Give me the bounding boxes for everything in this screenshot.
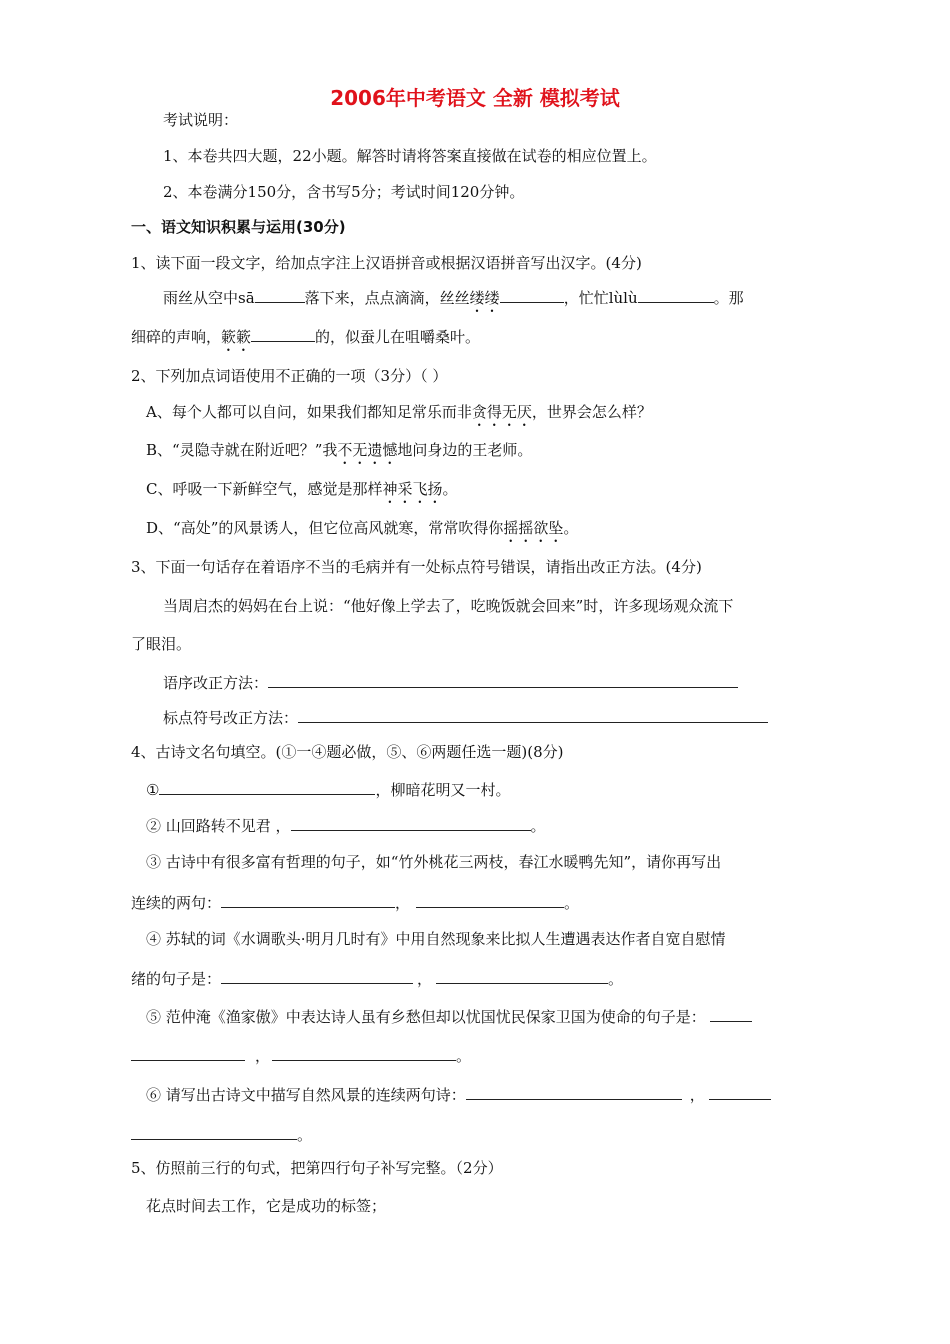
poem-text: 。 (564, 894, 580, 912)
order-correction-label: 语序改正方法： (163, 674, 269, 692)
answer-blank[interactable] (710, 1006, 752, 1022)
item-number: ① (146, 781, 160, 799)
poem-text: ， (255, 1047, 271, 1065)
answer-blank[interactable] (436, 968, 608, 984)
poem-text: 。 (530, 817, 546, 835)
poem-item-3-answer (131, 892, 579, 913)
option-c (146, 479, 458, 507)
dotted-phrase: 贪得无厌 (471, 403, 532, 421)
poem-item-4-answer (131, 968, 623, 989)
poem-text: ，柳暗花明又一村。 (375, 781, 511, 799)
option-text: D、“高处”的风景诱人，但它位高风就寒，常常吹得你 (146, 519, 504, 537)
order-correction-blank[interactable] (268, 672, 738, 688)
poem-text: ， (417, 970, 433, 988)
instruction-item: 1、本卷共四大题，22小题。解答时请将答案直接做在试卷的相应位置上。 (163, 147, 657, 165)
poem-item-1 (146, 779, 510, 800)
poem-item-5 (146, 1006, 752, 1027)
poem-text: 。 (456, 1047, 472, 1065)
instruction-item: 2、本卷满分150分，含书写5分；考试时间120分钟。 (163, 183, 525, 201)
option-text: C、呼吸一下新鲜空气，感觉是那样 (146, 480, 383, 498)
q3-sentence: 当周启杰的妈妈在台上说：“他好像上学去了，吃晚饭就会回来”时，许多现场观众流下 (163, 597, 734, 615)
answer-blank[interactable] (638, 287, 714, 303)
answer-blank[interactable] (272, 1045, 456, 1061)
dotted-phrase: 神采飞扬 (382, 480, 443, 498)
dotted-phrase: 摇摇欲坠 (503, 519, 564, 537)
question-1-line-1 (163, 287, 744, 316)
exam-title: 2006年中考语文 全新 模拟考试 (330, 86, 620, 110)
option-text: 。 (563, 519, 579, 537)
q1-pinyin: sā (238, 289, 255, 307)
poem-item-5-answer (131, 1045, 471, 1066)
poem-text: 绪的句子是： (131, 970, 222, 988)
answer-blank[interactable] (131, 1045, 245, 1061)
punct-correction-label: 标点符号改正方法： (163, 709, 299, 727)
poem-item-4: ④ 苏轼的词《水调歌头·明月几时有》中用自然现象来比拟人生遭遇表达作者自宽自慰情 (146, 930, 726, 948)
question-1-stem: 1、读下面一段文字，给加点字注上汉语拼音或根据汉语拼音写出汉字。(4分) (131, 254, 642, 272)
question-5-stem: 5、仿照前三行的句式，把第四行句子补写完整。（2分） (131, 1159, 503, 1177)
dotted-phrase: 不无遗憾 (337, 441, 398, 459)
poem-item-3: ③ 古诗中有很多富有哲理的句子，如“竹外桃花三两枝，春江水暖鸭先知”，请你再写出 (146, 853, 722, 871)
instructions-heading: 考试说明： (163, 111, 239, 129)
option-text: 。 (442, 480, 458, 498)
answer-blank[interactable] (709, 1084, 771, 1100)
q1-pinyin: lùlù (608, 289, 638, 307)
option-a (146, 402, 652, 430)
answer-blank[interactable] (221, 892, 395, 908)
q1-text: 。那 (713, 289, 744, 307)
q1-text: 雨丝从空中 (163, 289, 239, 307)
option-text: A、每个人都可以自问，如果我们都知足常乐而非 (146, 403, 472, 421)
question-3-stem: 3、下面一句话存在着语序不当的毛病并有一处标点符号错误，请指出改正方法。(4分) (131, 558, 702, 576)
option-text: ，世界会怎么样？ (531, 403, 652, 421)
dotted-chars: 簌簌 (221, 328, 252, 346)
option-b (146, 440, 532, 468)
dotted-chars: 缕缕 (469, 289, 500, 307)
answer-blank[interactable] (221, 968, 413, 984)
punct-correction-blank[interactable] (298, 707, 768, 723)
poem-item-6 (146, 1084, 771, 1105)
punct-correction-row (163, 707, 768, 728)
answer-blank[interactable] (291, 815, 531, 831)
option-d (146, 518, 578, 546)
poem-text: ， (689, 1086, 705, 1104)
answer-blank[interactable] (466, 1084, 682, 1100)
poem-text: 。 (608, 970, 624, 988)
answer-blank[interactable] (131, 1124, 297, 1140)
question-1-line-2 (131, 326, 480, 355)
answer-blank[interactable] (255, 287, 305, 303)
answer-blank[interactable] (251, 326, 315, 342)
q1-text: 细碎的声响， (131, 328, 222, 346)
poem-text: ， (395, 894, 411, 912)
question-2-stem: 2、下列加点词语使用不正确的一项（3分）（ ） (131, 367, 448, 385)
q1-text: ，忙忙 (563, 289, 609, 307)
poem-text: ② 山回路转不见君 ， (146, 817, 291, 835)
answer-blank[interactable] (159, 779, 375, 795)
section-heading: 一、语文知识积累与运用(30分) (131, 218, 346, 236)
question-4-stem: 4、古诗文名句填空。(①一④题必做，⑤、⑥两题任选一题)(8分) (131, 743, 564, 761)
option-text: B、“灵隐寺就在附近吧？”我 (146, 441, 338, 459)
answer-blank[interactable] (416, 892, 564, 908)
answer-blank[interactable] (500, 287, 564, 303)
poem-text: ⑤ 范仲淹《渔家傲》中表达诗人虽有乡愁但却以忧国忧民保家卫国为使命的句子是： (146, 1008, 706, 1026)
q5-line: 花点时间去工作，它是成功的标签； (146, 1197, 387, 1215)
q3-sentence: 了眼泪。 (131, 635, 192, 653)
poem-text: ⑥ 请写出古诗文中描写自然风景的连续两句诗： (146, 1086, 466, 1104)
order-correction-row (163, 672, 738, 693)
q1-text: 落下来，点点滴滴，丝丝 (304, 289, 470, 307)
poem-item-6-answer (131, 1124, 312, 1145)
q1-text: 的，似蚕儿在咀嚼桑叶。 (315, 328, 481, 346)
option-text: 地问身边的王老师。 (397, 441, 533, 459)
poem-item-2 (146, 815, 546, 836)
poem-text: 。 (297, 1126, 313, 1144)
poem-text: 连续的两句： (131, 894, 222, 912)
